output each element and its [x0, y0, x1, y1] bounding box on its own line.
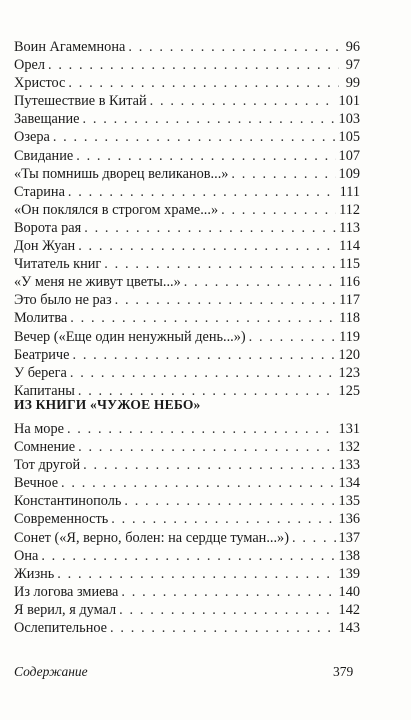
dot-leader — [110, 619, 336, 637]
toc-entry-title: «Он поклялся в строгом храме...» — [14, 201, 219, 218]
running-footer-title: Содержание — [14, 664, 88, 679]
toc-entry-title: Воин Агамемнона — [14, 39, 126, 55]
toc-entry-title: Молитва — [14, 310, 68, 327]
toc-entry-title: Озера — [14, 129, 50, 146]
dot-leader — [72, 346, 335, 364]
toc-entry-page: 132 — [338, 439, 360, 456]
toc-entry-page: 131 — [338, 421, 360, 437]
toc-entry-page: 114 — [339, 238, 360, 255]
toc-list-part-2 — [14, 420, 360, 637]
toc-entry-page: 111 — [339, 183, 360, 200]
toc-entry — [14, 183, 360, 201]
dot-leader — [53, 128, 336, 146]
dot-leader — [70, 364, 336, 382]
toc-entry-page: 140 — [338, 583, 360, 600]
toc-entry-title: Из логова змиева — [14, 583, 119, 600]
toc-entry — [14, 273, 360, 291]
toc-entry-title: У берега — [14, 364, 67, 381]
toc-entry — [14, 583, 360, 601]
toc-entry-page: 97 — [345, 57, 360, 74]
dot-leader — [249, 328, 336, 346]
dot-leader — [119, 601, 335, 619]
toc-entry-title: На море — [14, 421, 64, 437]
toc-entry — [14, 147, 360, 165]
toc-entry — [14, 74, 360, 92]
toc-entry-page: 105 — [338, 129, 360, 146]
toc-entry-page: 143 — [338, 620, 360, 637]
toc-entry-title: Путешествие в Китай — [14, 93, 147, 110]
page-number: 379 — [333, 664, 354, 679]
toc-entry — [14, 201, 360, 219]
toc-entry — [14, 255, 360, 273]
dot-leader — [104, 255, 336, 273]
dot-leader — [121, 583, 335, 601]
toc-entry — [14, 474, 360, 492]
toc-entry — [14, 529, 360, 547]
toc-entry — [14, 56, 360, 74]
dot-leader — [231, 165, 335, 183]
toc-entry — [14, 165, 360, 183]
section-heading: ИЗ КНИГИ «ЧУЖОЕ НЕБО» — [14, 397, 201, 412]
toc-entry-page: 134 — [338, 475, 360, 492]
toc-entry-title: Вечер («Еще один ненужный день...») — [14, 328, 246, 345]
dot-leader — [78, 237, 336, 255]
toc-list-part-1 — [14, 38, 360, 400]
dot-leader — [184, 273, 336, 291]
dot-leader — [67, 420, 336, 438]
toc-entry-title: Она — [14, 547, 39, 564]
toc-entry-page: 103 — [338, 111, 360, 128]
toc-entry-page: 115 — [339, 256, 360, 273]
toc-entry-page: 120 — [338, 346, 360, 363]
dot-leader — [57, 565, 335, 583]
toc-entry-title: Это было не раз — [14, 292, 112, 309]
toc-entry-title: Современность — [14, 511, 109, 528]
toc-entry-title: Беатриче — [14, 346, 70, 363]
dot-leader — [111, 510, 335, 528]
toc-entry-page: 96 — [345, 39, 360, 55]
toc-entry — [14, 547, 360, 565]
toc-entry-title: Ворота рая — [14, 219, 82, 236]
toc-entry-title: Капитаны — [14, 382, 75, 399]
dot-leader — [61, 474, 336, 492]
toc-entry-title: Константинополь — [14, 493, 122, 510]
dot-leader — [221, 201, 336, 219]
toc-entry-page: 107 — [338, 147, 360, 164]
toc-entry-page: 123 — [338, 364, 360, 381]
dot-leader — [70, 309, 336, 327]
toc-entry-page: 125 — [338, 382, 360, 399]
dot-leader — [78, 438, 335, 456]
toc-entry — [14, 438, 360, 456]
toc-entry-page: 99 — [345, 75, 360, 92]
toc-entry — [14, 364, 360, 382]
toc-entry-title: Сомнение — [14, 439, 76, 456]
dot-leader — [115, 291, 336, 309]
toc-entry-page: 136 — [338, 511, 360, 528]
toc-entry-page: 139 — [338, 565, 360, 582]
dot-leader — [83, 456, 335, 474]
toc-entry-page: 133 — [338, 457, 360, 474]
toc-entry-title: Орел — [14, 57, 45, 74]
toc-entry-page: 101 — [338, 93, 360, 110]
toc-entry-title: Читатель книг — [14, 256, 102, 273]
toc-entry-page: 112 — [339, 201, 360, 218]
dot-leader — [292, 529, 336, 547]
dot-leader — [150, 92, 336, 110]
toc-entry-page: 135 — [338, 493, 360, 510]
toc-entry — [14, 510, 360, 528]
toc-entry — [14, 219, 360, 237]
toc-entry — [14, 565, 360, 583]
toc-entry-title: Жизнь — [14, 565, 55, 582]
toc-entry-page: 118 — [339, 310, 360, 327]
toc-entry — [14, 38, 360, 56]
toc-entry — [14, 328, 360, 346]
toc-entry — [14, 456, 360, 474]
toc-entry-title: Сонет («Я, верно, болен: на сердце туман...») — [14, 529, 289, 546]
toc-entry-page: 137 — [338, 529, 360, 546]
dot-leader — [68, 183, 337, 201]
toc-entry — [14, 420, 360, 438]
toc-entry-title: Свидание — [14, 147, 74, 164]
toc-entry-title: Христос — [14, 75, 66, 92]
toc-entry-title: Завещание — [14, 111, 80, 128]
toc-entry — [14, 128, 360, 146]
toc-entry-title: «У меня не живут цветы...» — [14, 274, 181, 291]
toc-entry — [14, 346, 360, 364]
toc-entry-title: Старина — [14, 183, 65, 200]
toc-entry-title: Я верил, я думал — [14, 601, 117, 618]
toc-entry — [14, 92, 360, 110]
toc-entry — [14, 291, 360, 309]
toc-entry-title: Вечное — [14, 475, 59, 492]
dot-leader — [124, 492, 335, 510]
toc-entry-page: 117 — [339, 292, 360, 309]
toc-entry — [14, 492, 360, 510]
dot-leader — [84, 219, 336, 237]
toc-entry-page: 142 — [338, 601, 360, 618]
toc-entry — [14, 237, 360, 255]
toc-entry-title: «Ты помнишь дворец великанов...» — [14, 165, 229, 182]
toc-entry — [14, 309, 360, 327]
toc-entry-page: 109 — [338, 165, 360, 182]
dot-leader — [128, 38, 339, 56]
dot-leader — [68, 74, 339, 92]
toc-entry-page: 113 — [339, 219, 360, 236]
toc-entry — [14, 619, 360, 637]
toc-entry-title: Дон Жуан — [14, 238, 76, 255]
toc-entry-title: Тот другой — [14, 457, 81, 474]
dot-leader — [41, 547, 335, 565]
dot-leader — [48, 56, 339, 74]
toc-entry — [14, 601, 360, 619]
toc-entry-page: 138 — [338, 547, 360, 564]
dot-leader — [83, 110, 336, 128]
dot-leader — [76, 147, 335, 165]
toc-entry — [14, 110, 360, 128]
toc-entry-page: 116 — [339, 274, 360, 291]
toc-entry-page: 119 — [339, 328, 360, 345]
toc-entry-title: Ослепительное — [14, 620, 108, 637]
